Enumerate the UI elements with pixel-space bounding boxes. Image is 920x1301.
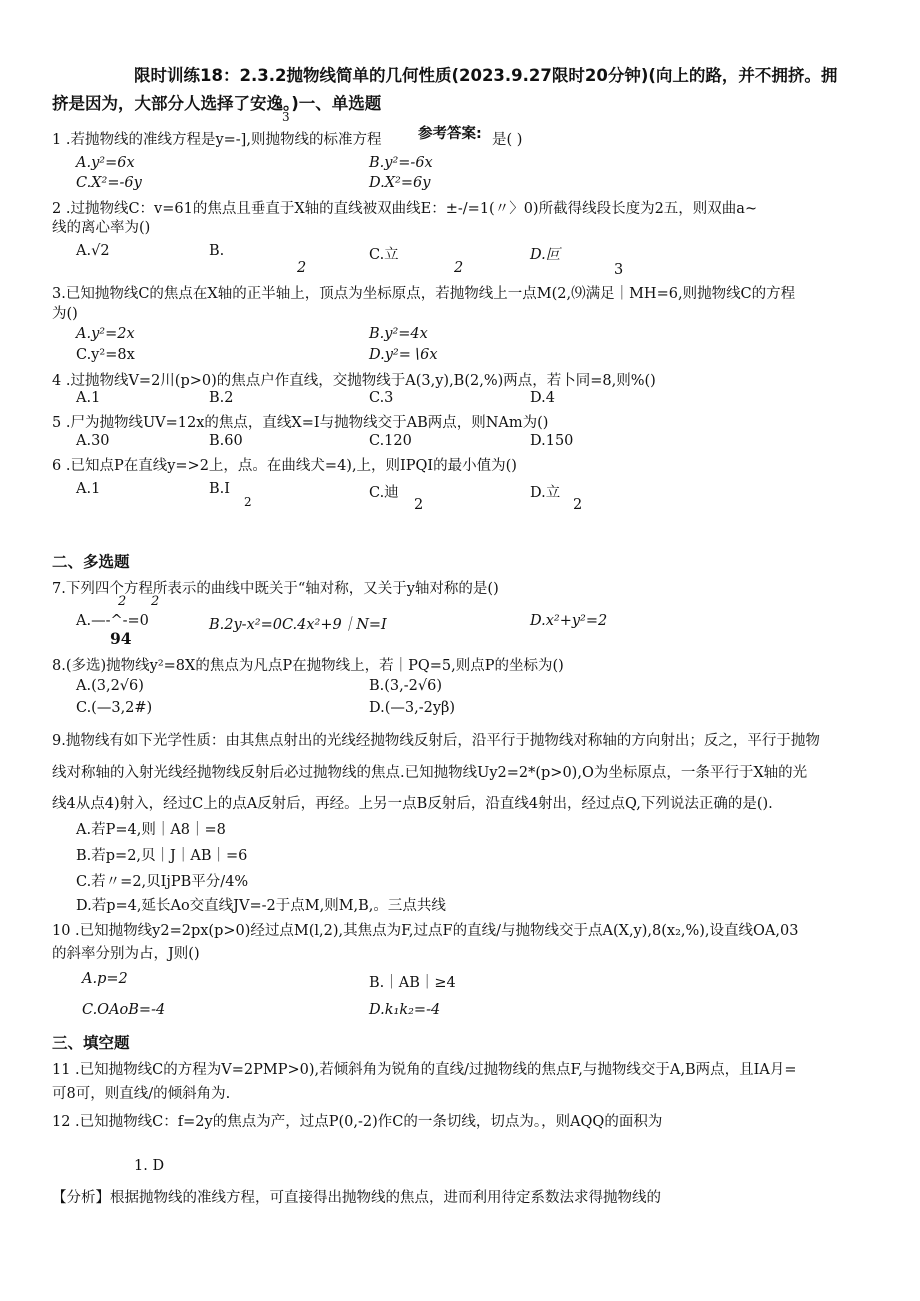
q5-option-a: A.30 [76, 433, 110, 449]
q10-line-2: 的斜率分别为占，J则() [52, 946, 200, 962]
title-line-1: 限时训练18：2.3.2抛物线简单的几何性质(2023.9.27限时20分钟)(向上的路，并不拥挤。拥 [134, 66, 838, 85]
section-heading-multiple-choice: 二、多选题 [52, 552, 130, 571]
q3-option-b: B.y²=4x [369, 326, 428, 342]
q8-stem: 8.(多选)抛物线y²=8X的焦点为凡点P在抛物线上，若｜PQ=5,则点P的坐标为() [52, 658, 564, 674]
answer-1: 1. D [134, 1158, 165, 1174]
q9-line-3: 线4从点4)射入，经过C上的点A反射后，再经。上另一点B反射后，沿直线4射出，经过点Q,下列说法正确的是(). [52, 796, 773, 812]
q7-option-a: A.—-^-=0 [76, 613, 149, 629]
q1-stem: 1 .若抛物线的准线方程是y=-],则抛物线的标准方程 [52, 132, 382, 148]
q6-d-denominator: 2 [573, 497, 583, 513]
q2-option-c: C.立 [369, 247, 399, 263]
q10-line-1: 10 .已知抛物线y2=2px(p>0)经过点M(l,2),其焦点为F,过点F的直线/与抛物线交于点A(X,y),8(x₂,%),设直线OA,03 [52, 923, 799, 939]
q4-option-b: B.2 [209, 390, 234, 406]
q6-option-d: D.立 [530, 485, 561, 501]
q2-line-1: 2 .过抛物线C：v=61的焦点且垂直于X轴的直线被双曲线E：±-/=1(〃〉0)所截得线段长度为2五，则双曲a~ [52, 201, 758, 217]
answer-analysis: 【分析】根据抛物线的准线方程，可直接得出抛物线的焦点，进而利用待定系数法求得抛物线的 [52, 1190, 661, 1206]
q6-c-denominator: 2 [414, 497, 424, 513]
q1-option-b: B.y²=-6x [369, 155, 433, 171]
q8-option-a: A.(3,2√6) [76, 678, 144, 694]
q9-option-a: A.若P=4,则｜A8｜=8 [76, 822, 226, 838]
title-line-2: 挤是因为，大部分人选择了安逸。)一、单选题 [52, 94, 382, 113]
answer-key-label: 参考答案: [418, 126, 482, 142]
q5-option-d: D.150 [530, 433, 574, 449]
q1-option-d: D.X²=6y [369, 175, 431, 191]
q7-option-bc: B.2y-x²=0C.4x²+9｜N=I [209, 617, 387, 633]
q1-option-c: C.X²=-6y [76, 175, 142, 191]
q2-line-2: 线的离心率为() [52, 220, 151, 236]
q10-option-a: A.p=2 [82, 971, 128, 987]
q3-line-2: 为() [52, 306, 78, 322]
q9-option-b: B.若p=2,贝｜J｜AB｜=6 [76, 848, 248, 864]
q7-stem: 7.下列四个方程所表示的曲线中既关于“轴对称，又关于y轴对称的是() [52, 581, 499, 597]
stray-superscript: 3 [282, 110, 290, 124]
q7-numerator-1: 2 [118, 594, 127, 609]
q9-line-2: 线对称轴的入射光线经抛物线反射后必过抛物线的焦点.已知抛物线Uy2=2*(p>0),O为坐标原点，一条平行于X轴的光 [52, 765, 808, 781]
q9-option-d: D.若p=4,延长Ao交直线JV=-2于点M,则M,B,。三点共线 [76, 898, 446, 914]
q4-option-c: C.3 [369, 390, 394, 406]
q8-option-d: D.(—3,-2yβ) [369, 700, 456, 716]
q12-stem: 12 .已知抛物线C：f=2y的焦点为产，过点P(0,-2)作C的一条切线，切点为。，则AQQ的面积为 [52, 1114, 663, 1130]
q2-b-denominator: 2 [297, 260, 307, 276]
q5-option-c: C.120 [369, 433, 412, 449]
q10-option-c: C.OAoB=-4 [82, 1002, 166, 1018]
q4-stem: 4 .过抛物线V=2川(p>0)的焦点户作直线，交抛物线于A(3,y),B(2,%)两点，若卜同=8,则%() [52, 373, 656, 389]
q3-option-d: D.y²=∖6x [369, 347, 438, 363]
q4-option-d: D.4 [530, 390, 555, 406]
q6-option-c: C.迪 [369, 485, 399, 501]
q3-option-a: A.y²=2x [76, 326, 135, 342]
q2-d-denominator: 3 [614, 262, 624, 278]
q10-option-d: D.k₁k₂=-4 [369, 1002, 441, 1018]
section-heading-fill-in: 三、填空题 [52, 1033, 130, 1052]
q10-option-b: B.｜AB｜≥4 [369, 975, 456, 991]
q5-option-b: B.60 [209, 433, 243, 449]
q6-b-denominator: 2 [244, 495, 252, 509]
q7-denominators: 94 [110, 629, 132, 648]
q9-line-1: 9.抛物线有如下光学性质：由其焦点射出的光线经抛物线反射后，沿平行于抛物线对称轴的方向射出；反之，平行于抛物 [52, 733, 820, 749]
q9-option-c: C.若〃=2,贝IjPB平分/4% [76, 874, 249, 890]
q6-option-b: B.I [209, 481, 230, 497]
q8-option-b: B.(3,-2√6) [369, 678, 443, 694]
q2-option-d: D.叵 [530, 247, 561, 263]
q7-option-d: D.x²+y²=2 [530, 613, 608, 629]
q11-line-1: 11 .已知抛物线C的方程为V=2PMP>0),若倾斜角为锐角的直线/过抛物线的焦点F,与抛物线交于A,B两点，且IA月= [52, 1062, 797, 1078]
q1-stem-tail: 是( ) [492, 132, 523, 148]
q11-line-2: 可8可，则直线/的倾斜角为. [52, 1086, 231, 1102]
q3-line-1: 3.已知抛物线C的焦点在X轴的正半轴上，顶点为坐标原点，若抛物线上一点M(2,⑼满足｜MH=6,则抛物线C的方程 [52, 286, 796, 302]
q7-numerator-2: 2 [151, 594, 160, 609]
q2-option-b: B. [209, 243, 225, 259]
q2-c-denominator: 2 [454, 260, 464, 276]
q8-option-c: C.(—3,2#) [76, 700, 153, 716]
q5-stem: 5 .尸为抛物线UV=12x的焦点，直线X=I与抛物线交于AB两点，则NAm为() [52, 415, 549, 431]
q1-option-a: A.y²=6x [76, 155, 135, 171]
q3-option-c: C.y²=8x [76, 347, 135, 363]
q6-option-a: A.1 [76, 481, 101, 497]
q2-option-a: A.√2 [76, 243, 110, 259]
q4-option-a: A.1 [76, 390, 101, 406]
q6-stem: 6 .已知点P在直线y=>2上，点。在曲线犬=4),上，则IPQI的最小值为() [52, 458, 517, 474]
